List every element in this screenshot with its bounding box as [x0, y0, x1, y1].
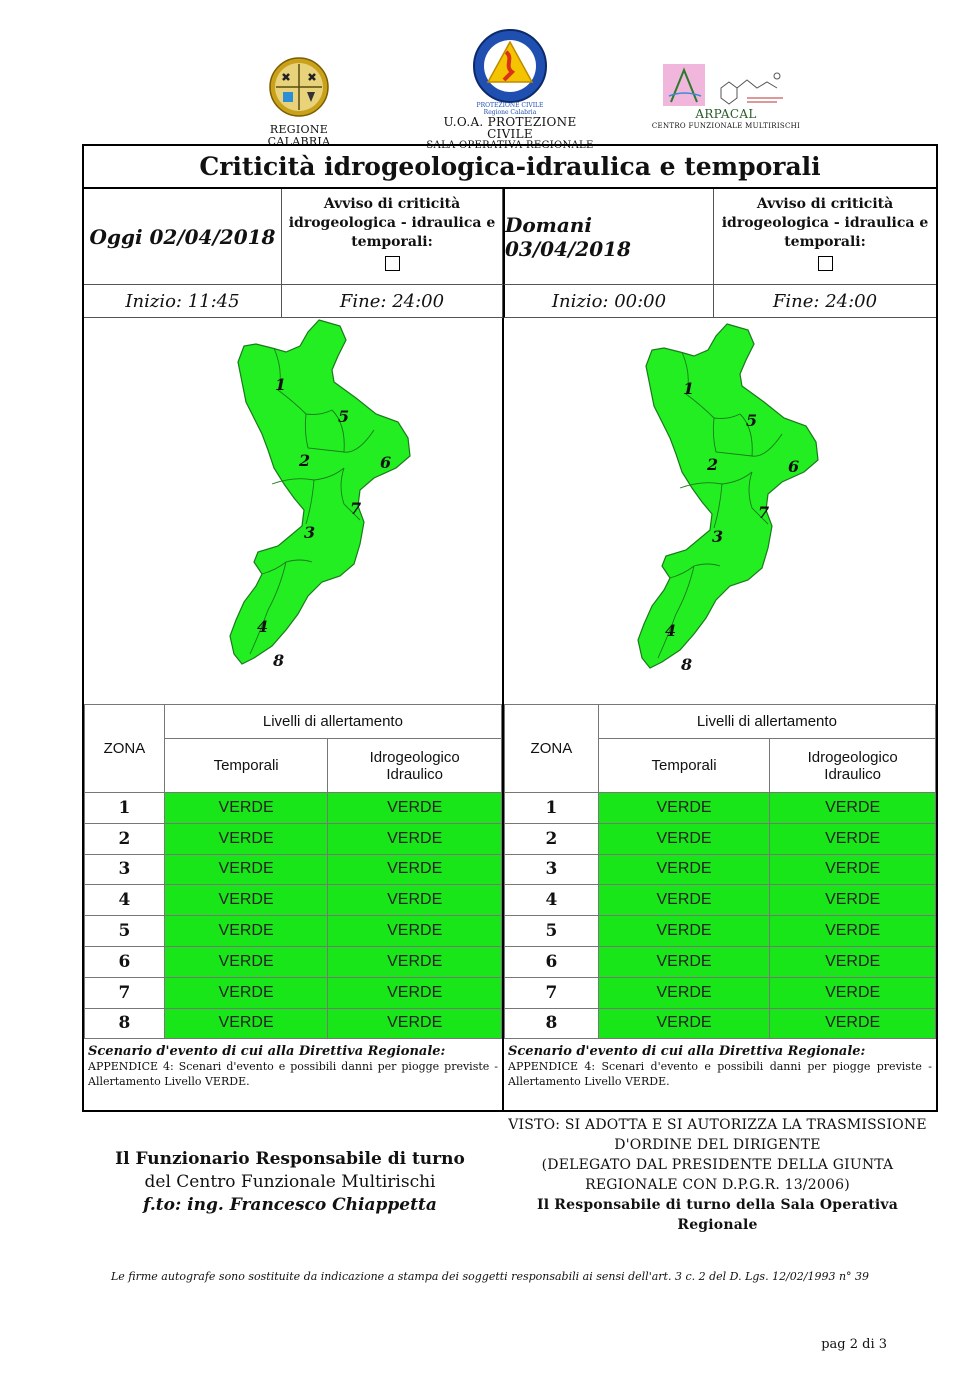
temporali-header-2: Temporali	[598, 739, 770, 793]
zone-row	[505, 1008, 936, 1039]
map-tomorrow	[622, 322, 852, 707]
zona-header-2: ZONA	[505, 705, 599, 793]
temporali-level: VERDE	[598, 916, 770, 947]
map2-zone-label-6: 6	[788, 457, 800, 476]
zone-row	[505, 854, 936, 885]
zone-number: 2	[85, 823, 165, 854]
logo-regione-calabria	[238, 56, 360, 148]
zone-row	[85, 793, 502, 824]
scenario-today-heading: Scenario d'evento di cui alla Direttiva Regionale:	[88, 1044, 446, 1059]
zone-row	[85, 885, 502, 916]
livelli-header: Livelli di allertamento	[164, 705, 501, 739]
idro-header-line2: Idraulico	[386, 765, 444, 783]
temporali-level: VERDE	[598, 946, 770, 977]
signature-left-line3: f.to: ing. Francesco Chiappetta	[143, 1195, 437, 1215]
idro-level: VERDE	[328, 977, 502, 1008]
zones-table-today	[84, 704, 502, 1039]
zone-number: 8	[505, 1008, 599, 1039]
scenario-tomorrow-text: APPENDICE 4: Scenari d'evento e possibili danni per piogge previste - Allertamento Livello VERDE.	[508, 1060, 932, 1088]
avviso-tomorrow-line2: idrogeologica - idraulica e	[721, 215, 929, 231]
today-end: Fine: 24:00	[282, 285, 503, 318]
zone-number: 4	[85, 885, 165, 916]
avviso-today	[282, 189, 503, 285]
scenario-tomorrow-heading: Scenario d'evento di cui alla Direttiva Regionale:	[508, 1044, 866, 1059]
avviso-today-line1: Avviso di criticità	[323, 196, 461, 212]
badge-top-text: PROTEZIONE CIVILE	[476, 102, 544, 109]
temporali-level: VERDE	[164, 977, 328, 1008]
idro-level: VERDE	[770, 916, 936, 947]
zone-row	[505, 823, 936, 854]
temporali-level: VERDE	[598, 793, 770, 824]
zone-number: 5	[505, 916, 599, 947]
zone-row	[505, 916, 936, 947]
calabria-map-tomorrow	[622, 322, 852, 707]
idro-level: VERDE	[328, 1008, 502, 1039]
calabria-map-today	[214, 318, 444, 703]
idro-level: VERDE	[770, 946, 936, 977]
logo-center-line1: U.O.A. PROTEZIONE CIVILE	[443, 115, 577, 141]
zone-number: 5	[85, 916, 165, 947]
idro-level: VERDE	[770, 977, 936, 1008]
zones-table-tomorrow	[504, 704, 936, 1039]
logo-right-line2: CENTRO FUNZIONALE MULTIRISCHI	[651, 122, 801, 130]
zone-row	[85, 977, 502, 1008]
scenario-today-text: APPENDICE 4: Scenari d'evento e possibili danni per piogge previste - Allertamento Livello VERDE.	[88, 1060, 498, 1088]
signature-right-line4: REGIONALE CON D.P.G.R. 13/2006)	[585, 1177, 850, 1193]
avviso-today-line3: temporali:	[351, 234, 433, 250]
temporali-level: VERDE	[598, 854, 770, 885]
signature-left	[100, 1148, 480, 1217]
map-zone-label-4: 4	[257, 617, 269, 636]
page-title: Criticità idrogeologica-idraulica e temporali	[84, 146, 936, 189]
zone-number: 2	[505, 823, 599, 854]
zone-row	[85, 946, 502, 977]
map2-zone-label-3: 3	[712, 527, 724, 546]
avviso-tomorrow-checkbox[interactable]	[818, 256, 833, 271]
idro-header-2-line2: Idraulico	[824, 765, 881, 783]
signature-right-line2: D'ORDINE DEL DIRIGENTE	[614, 1137, 821, 1153]
zone-number: 4	[505, 885, 599, 916]
map2-zone-label-8: 8	[681, 655, 693, 674]
zone-row	[505, 885, 936, 916]
zone-row	[505, 977, 936, 1008]
temporali-level: VERDE	[164, 793, 328, 824]
map2-zone-label-2: 2	[707, 455, 719, 474]
temporali-level: VERDE	[164, 885, 328, 916]
idro-level: VERDE	[328, 854, 502, 885]
scenario-today	[88, 1044, 498, 1089]
map-zone-label-8: 8	[273, 651, 285, 670]
idro-level: VERDE	[328, 885, 502, 916]
map-zone-label-6: 6	[380, 453, 392, 472]
avviso-today-line2: idrogeologica - idraulica e	[288, 215, 496, 231]
map-zone-label-7: 7	[350, 499, 362, 518]
signature-right-line5: Il Responsabile di turno della Sala Operativa Regionale	[536, 1197, 899, 1233]
zone-number: 1	[505, 793, 599, 824]
map2-zone-label-5: 5	[746, 411, 758, 430]
signature-left-line2: del Centro Funzionale Multirischi	[144, 1172, 436, 1192]
avviso-tomorrow	[714, 189, 936, 285]
arpacal-logo-icon	[661, 62, 707, 108]
temporali-header: Temporali	[164, 739, 328, 793]
idro-level: VERDE	[328, 823, 502, 854]
logo-left-text: REGIONE CALABRIA	[267, 123, 331, 148]
zone-row	[505, 946, 936, 977]
map-zone-label-3: 3	[304, 523, 316, 542]
logo-arpacal	[636, 62, 816, 132]
signature-left-line1: Il Funzionario Responsabile di turno	[115, 1149, 465, 1169]
temporali-level: VERDE	[598, 885, 770, 916]
temporali-level: VERDE	[164, 854, 328, 885]
idro-header-2	[770, 739, 936, 793]
molecule-icon	[717, 68, 791, 108]
zone-number: 8	[85, 1008, 165, 1039]
idro-level: VERDE	[328, 916, 502, 947]
zone-row	[505, 793, 936, 824]
zone-number: 6	[505, 946, 599, 977]
zone-number: 3	[85, 854, 165, 885]
zone-number: 6	[85, 946, 165, 977]
avviso-tomorrow-line1: Avviso di criticità	[756, 196, 894, 212]
temporali-level: VERDE	[164, 823, 328, 854]
zone-row	[85, 823, 502, 854]
temporali-level: VERDE	[598, 977, 770, 1008]
idro-header-line1: Idrogeologico	[369, 748, 460, 766]
tomorrow-start: Inizio: 00:00	[503, 285, 714, 318]
map2-zone-label-4: 4	[665, 621, 677, 640]
map-zone-label-5: 5	[338, 407, 350, 426]
map-today	[214, 318, 444, 703]
badge-bottom-text: Regione Calabria	[483, 109, 537, 116]
signature-right	[505, 1115, 930, 1235]
livelli-header-2: Livelli di allertamento	[598, 705, 935, 739]
map-zone-label-1: 1	[275, 375, 287, 394]
tomorrow-end: Fine: 24:00	[714, 285, 936, 318]
logo-protezione-civile	[420, 28, 600, 152]
zone-row	[85, 854, 502, 885]
day-today-label: Oggi 02/04/2018	[84, 189, 282, 285]
scenario-tomorrow	[508, 1044, 932, 1089]
bulletin-box	[82, 144, 938, 1112]
map-zone-label-2: 2	[299, 451, 311, 470]
idro-level: VERDE	[770, 793, 936, 824]
calabria-shape-today	[230, 320, 410, 664]
temporali-level: VERDE	[164, 916, 328, 947]
zone-number: 3	[505, 854, 599, 885]
zone-row	[85, 1008, 502, 1039]
logo-center-line2: SALA OPERATIVA REGIONALE	[426, 140, 594, 151]
temporali-level: VERDE	[164, 1008, 328, 1039]
idro-level: VERDE	[770, 885, 936, 916]
avviso-tomorrow-line3: temporali:	[784, 234, 866, 250]
idro-level: VERDE	[770, 854, 936, 885]
zone-number: 1	[85, 793, 165, 824]
zona-header: ZONA	[85, 705, 165, 793]
idro-header-2-line1: Idrogeologico	[807, 748, 898, 766]
idro-level: VERDE	[770, 823, 936, 854]
temporali-level: VERDE	[598, 1008, 770, 1039]
logo-right-line1: ARPACAL	[695, 107, 757, 121]
zone-number: 7	[85, 977, 165, 1008]
today-start: Inizio: 11:45	[84, 285, 282, 318]
temporali-level: VERDE	[598, 823, 770, 854]
day-tomorrow-label: Domani 03/04/2018	[503, 189, 714, 285]
page-number: pag 2 di 3	[821, 1337, 887, 1352]
protezione-civile-badge-icon	[470, 28, 550, 104]
signature-right-line1: VISTO: SI ADOTTA E SI AUTORIZZA LA TRASMISSIONE	[508, 1117, 927, 1133]
idro-level: VERDE	[328, 946, 502, 977]
map2-zone-label-1: 1	[683, 379, 695, 398]
footnote: Le firme autografe sono sostituite da indicazione a stampa dei soggetti responsabili ai sensi dell'art. 3 c. 2 del D. Lgs. 12/02/1993 n° 39	[110, 1270, 870, 1283]
zone-row	[85, 916, 502, 947]
map2-zone-label-7: 7	[758, 503, 770, 522]
avviso-today-checkbox[interactable]	[385, 256, 400, 271]
signature-right-line3: (DELEGATO DAL PRESIDENTE DELLA GIUNTA	[541, 1157, 894, 1173]
idro-level: VERDE	[328, 793, 502, 824]
temporali-level: VERDE	[164, 946, 328, 977]
regione-calabria-emblem-icon	[269, 56, 329, 118]
idro-header	[328, 739, 502, 793]
calabria-shape-tomorrow	[638, 324, 818, 668]
idro-level: VERDE	[770, 1008, 936, 1039]
zone-number: 7	[505, 977, 599, 1008]
